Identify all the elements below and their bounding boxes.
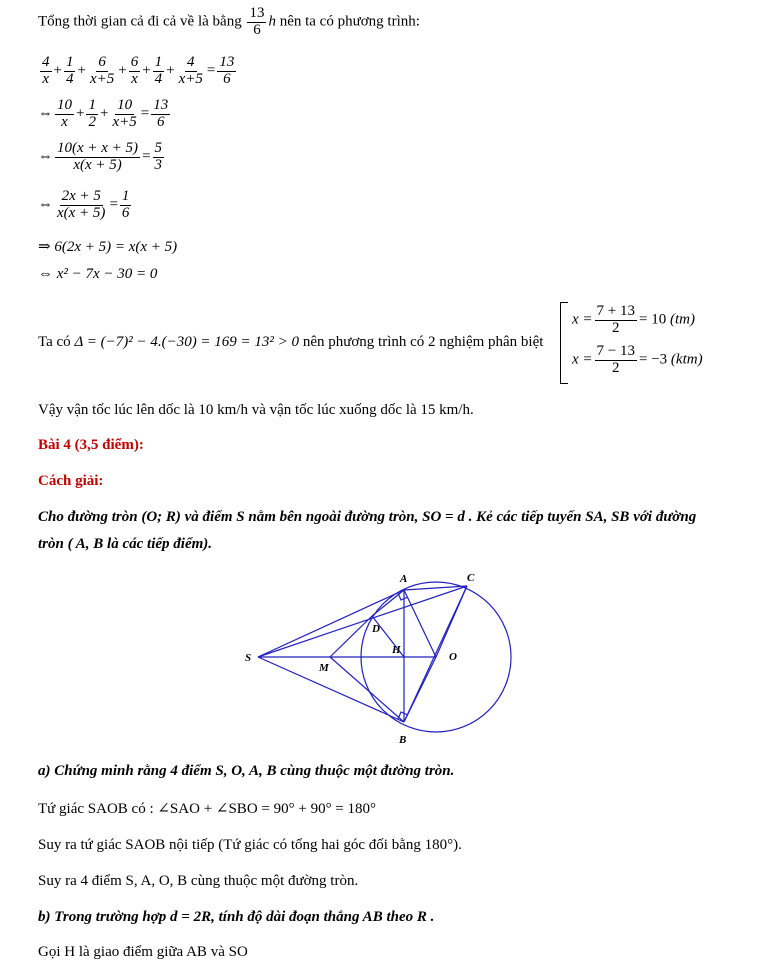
solution-2: x = $\frac{7 - 13}{2}$ = −3 (ktm) (572, 343, 703, 376)
equation-5: ⇒ 6(2x + 5) = x(x + 5) (38, 239, 178, 255)
problem-statement-1: Cho đường tròn (O; R) và điểm S nằm bên ngoài đường tròn, SO = d . Kẻ các tiếp tuyến SA, SB với đường (38, 509, 697, 525)
bracket (560, 302, 568, 384)
label-c: C (467, 572, 475, 584)
label-d: D (372, 623, 380, 635)
part-b-line-1: Gọi H là giao điểm giữa AB và SO (38, 944, 248, 960)
equation-3: ⇔ $\frac{10(x + x + 5)}{x(x + 5)}$ = $\frac{5}{3}$ (38, 140, 163, 173)
delta-expression: Δ = (−7)² − 4.(−30) = 169 = 13² > 0 (74, 334, 300, 350)
tangent-sa (258, 590, 404, 657)
part-a-line-3: Suy ra 4 điểm S, A, O, B cùng thuộc một đường tròn. (38, 873, 359, 889)
geometry-figure (0, 560, 764, 760)
solution-1: x = $\frac{7 + 13}{2}$ = 10 (tm) (572, 303, 695, 336)
label-s: S (245, 652, 252, 664)
delta-line: Ta có Δ = (−7)² − 4.(−30) = 169 = 13² > 0 nên phương trình có 2 nghiệm phân biệt (38, 334, 544, 350)
segment-oa (404, 590, 436, 657)
label-b: B (399, 734, 407, 746)
equation-2: ⇔ $\frac{10}{x}$ + $\frac{1}{2}$ + $\frac{10}{x+5}$ = $\frac{13}{6}$ (38, 97, 169, 130)
label-a: A (400, 573, 408, 585)
total-time-line: Tổng thời gian cả đi cả về là bằng $\frac{13}{6}$ h nên ta có phương trình: (38, 5, 420, 38)
part-b-title: b) Trong trường hợp d = 2R, tính độ dài đoạn thẳng AB theo R . (38, 909, 435, 925)
conclusion: Vậy vận tốc lúc lên dốc là 10 km/h và vận tốc lúc xuống dốc là 15 km/h. (38, 402, 474, 418)
problem-statement-2: tròn ( A, B là các tiếp điểm). (38, 536, 213, 552)
cach-giai-heading: Cách giải: (38, 473, 104, 489)
part-a-title: a) Chứng minh rằng 4 điểm S, O, A, B cùng thuộc một đường tròn. (38, 763, 455, 779)
part-a-line-1: Tứ giác SAOB có : ∠SAO + ∠SBO = 90° + 90° = 180° (38, 801, 377, 817)
equation-6: ⇔ x² − 7x − 30 = 0 (38, 266, 158, 282)
label-m: M (319, 662, 329, 674)
total-time-text: Tổng thời gian cả đi cả về là bằng (38, 13, 242, 30)
time-fraction: $\frac{13}{6}$ (249, 5, 265, 38)
segment-mb (330, 657, 404, 722)
hour-variable: h (268, 13, 276, 30)
label-o: O (449, 651, 457, 663)
equation-1: $\frac{4}{x}$ + $\frac{1}{4}$ + $\frac{6}{x+5}$ + $\frac{6}{x}$ + $\frac{1}{4}$ + $\frac{4}{x+5}$ = $\frac{13}{6}$ (42, 54, 235, 87)
label-h: H (392, 644, 401, 656)
tangent-sb (258, 657, 404, 722)
secant-sc (258, 586, 467, 657)
bai4-title: Bài 4 (3,5 điểm): (38, 437, 144, 453)
solution-system (560, 302, 720, 382)
part-a-line-2: Suy ra tứ giác SAOB nội tiếp (Tứ giác có tổng hai góc đối bằng 180°). (38, 837, 462, 853)
segment-md (330, 616, 372, 657)
segment-co (436, 586, 467, 657)
equation-4: ⇔ $\frac{2x + 5}{x(x + 5)}$ = $\frac{1}{6}$ (38, 188, 130, 221)
